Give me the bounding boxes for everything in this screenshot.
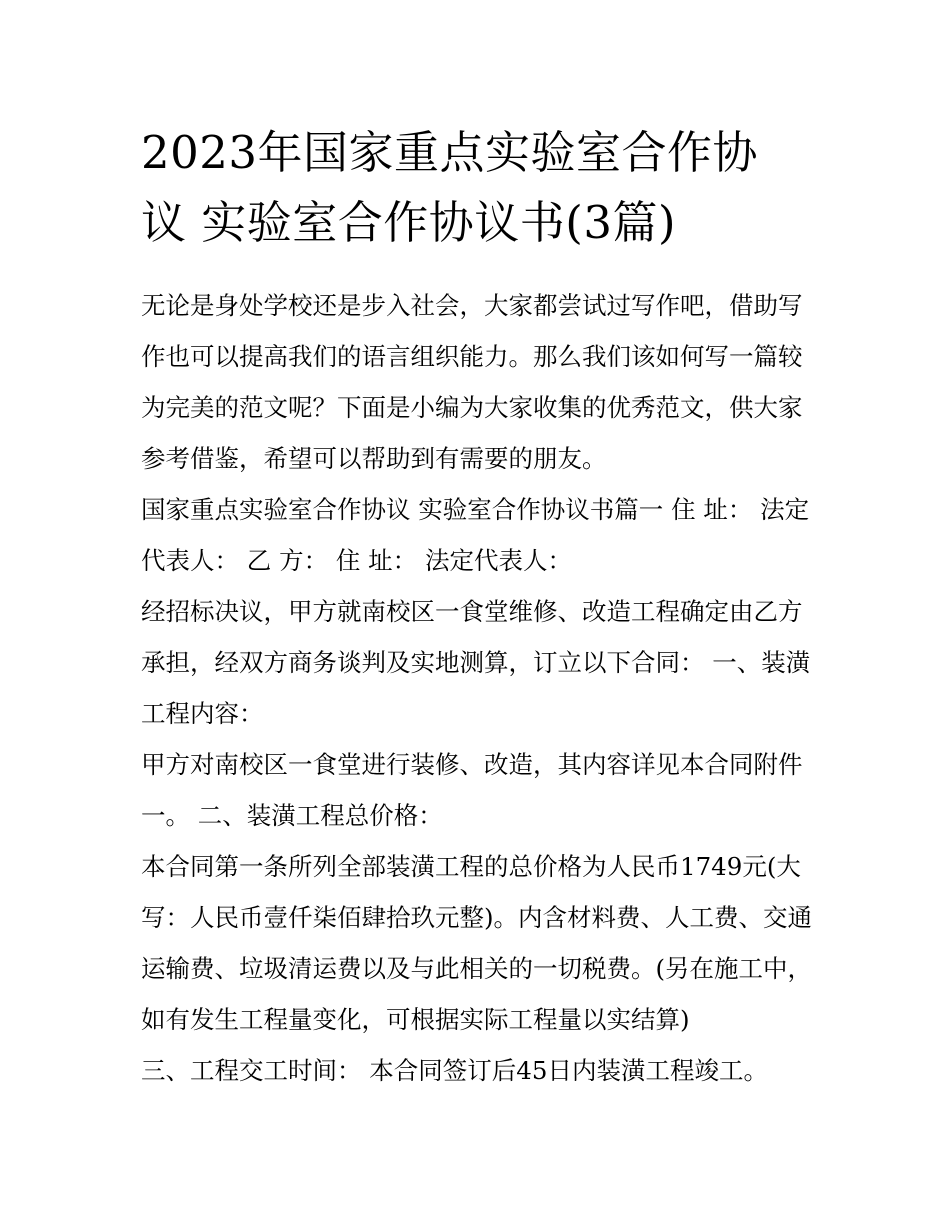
tender-paragraph: 经招标决议，甲方就南校区一食堂维修、改造工程确定由乙方承担，经双方商务谈判及实地测算，订立以下合同： 一、装潢工程内容：: [141, 597, 811, 728]
title-line-1: 2023年国家重点实验室合作协: [141, 126, 759, 179]
parties-paragraph: 国家重点实验室合作协议 实验室合作协议书篇一 住 址： 法定代表人： 乙 方： 住 址： 法定代表人：: [141, 495, 810, 575]
content-paragraph: 甲方对南校区一食堂进行装修、改造，其内容详见本合同附件一。 二、装潢工程总价格：: [141, 750, 803, 830]
price-paragraph: 本合同第一条所列全部装潢工程的总价格为人民币1749元(大写：人民币壹仟柒佰肆拾玖元整)。内含材料费、人工费、交通运输费、垃圾清运费以及与此相关的一切税费。(另在施工中，如有发生工程量变化，可根据实际工程量以实结算): [141, 852, 813, 1034]
document-title: [141, 118, 813, 258]
delivery-paragraph: 三、工程交工时间： 本合同签订后45日内装潢工程竣工。: [141, 1056, 768, 1085]
document-page: [141, 118, 813, 1096]
intro-paragraph: 无论是身处学校还是步入社会，大家都尝试过写作吧，借助写作也可以提高我们的语言组织能力。那么我们该如何写一篇较为完美的范文呢？下面是小编为大家收集的优秀范文，供大家参考借鉴，希望可以帮助到有需要的朋友。: [141, 291, 803, 473]
title-line-2: 议 实验室合作协议书(3篇): [141, 196, 677, 249]
